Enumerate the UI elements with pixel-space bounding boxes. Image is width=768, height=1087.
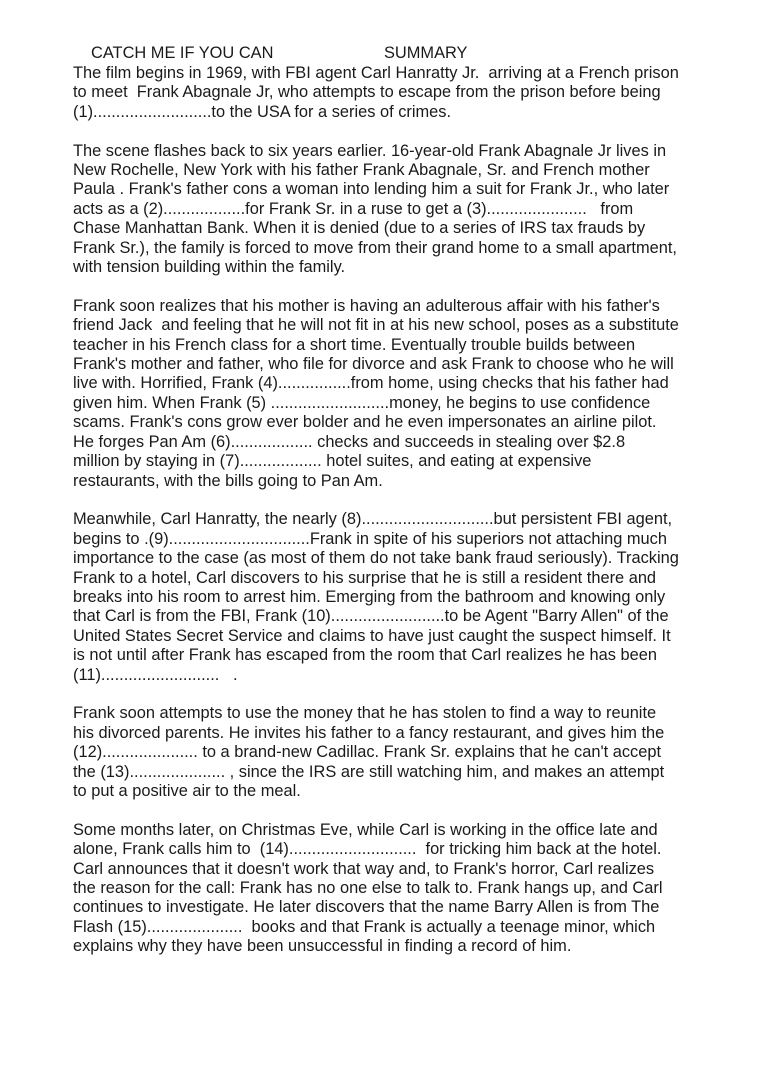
document-header (73, 42, 698, 64)
text-line: Chase Manhattan Bank. When it is denied (due to a series of IRS tax frauds by (73, 219, 646, 238)
text-line: The film begins in 1969, with FBI agent Carl Hanratty Jr. arriving at a French prison (73, 64, 679, 82)
text-line: Flash (15)..................... books and that Frank is actually a teenage minor, which (73, 917, 656, 936)
text-line: explains why they have been unsuccessful in finding a record of him. (73, 937, 572, 956)
text-line: restaurants, with the bills going to Pan Am. (73, 471, 383, 490)
paragraph (73, 821, 703, 957)
text-line: friend Jack and feeling that he will not fit in at his new school, poses as a substitute (73, 316, 679, 335)
text-line: teacher in his French class for a short time. Eventually trouble builds between (73, 335, 636, 354)
text-line: begins to .(9)...............................Frank in spite of his superiors not attaching much (73, 529, 667, 548)
text-line: acts as a (2)..................for Frank Sr. in a ruse to get a (3)...................... from (73, 199, 634, 218)
paragraph (73, 142, 703, 278)
paragraph (73, 704, 703, 801)
paragraph (73, 64, 703, 122)
text-line: to put a positive air to the meal. (73, 781, 301, 800)
text-line: given him. When Frank (5) ..........................money, he begins to use confidence (73, 393, 651, 412)
text-line: the reason for the call: Frank has no one else to talk to. Frank hangs up, and Carl (73, 878, 663, 897)
text-line: the (13)..................... , since the IRS are still watching him, and makes an attempt (73, 762, 665, 781)
text-line: United States Secret Service and claims to have just caught the suspect himself. It (73, 626, 671, 645)
text-line: Frank soon attempts to use the money that he has stolen to find a way to reunite (73, 704, 657, 723)
text-line: importance to the case (as most of them do not take bank fraud seriously). Tracking (73, 549, 679, 568)
text-line: Frank soon realizes that his mother is having an adulterous affair with his father's (73, 296, 660, 315)
text-line: Carl announces that it doesn't work that way and, to Frank's horror, Carl realizes (73, 859, 655, 878)
text-line: Frank to a hotel, Carl discovers to his surprise that he is still a resident there and (73, 568, 657, 587)
text-line: his divorced parents. He invites his father to a fancy restaurant, and gives him the (73, 723, 665, 742)
paragraph (73, 297, 703, 491)
text-line: He forges Pan Am (6).................. checks and succeeds in stealing over $2.8 (73, 432, 626, 451)
text-line: that Carl is from the FBI, Frank (10).........................to be Agent "Barry Allen" of the (73, 607, 669, 626)
text-line: The scene flashes back to six years earlier. 16-year-old Frank Abagnale Jr lives in (73, 141, 667, 160)
document-title: CATCH ME IF YOU CAN (91, 44, 274, 62)
text-line: breaks into his room to arrest him. Emerging from the bathroom and knowing only (73, 587, 666, 606)
document-body (73, 64, 698, 957)
text-line: with tension building within the family. (73, 258, 346, 277)
text-line: Meanwhile, Carl Hanratty, the nearly (8).............................but persistent FBI agent, (73, 510, 673, 529)
text-line: Frank Sr.), the family is forced to move from their grand home to a small apartment, (73, 238, 677, 257)
text-line: Some months later, on Christmas Eve, while Carl is working in the office late and (73, 820, 658, 839)
text-line: to meet Frank Abagnale Jr, who attempts to escape from the prison before being (73, 83, 661, 102)
text-line: scams. Frank's cons grow ever bolder and he even impersonates an airline pilot. (73, 413, 657, 432)
text-line: continues to investigate. He later discovers that the name Barry Allen is from The (73, 898, 660, 917)
text-line: Frank's mother and father, who file for divorce and ask Frank to choose who he will (73, 355, 674, 374)
paragraph (73, 510, 703, 685)
text-line: Paula . Frank's father cons a woman into lending him a suit for Frank Jr., who later (73, 180, 670, 199)
text-line: New Rochelle, New York with his father Frank Abagnale, Sr. and French mother (73, 161, 650, 180)
text-line: (12)..................... to a brand-new Cadillac. Frank Sr. explains that he can't accept (73, 743, 662, 762)
text-line: million by staying in (7).................. hotel suites, and eating at expensive (73, 452, 592, 471)
text-line: (11).......................... . (73, 665, 238, 684)
text-line: alone, Frank calls him to (14)............................ for tricking him back at the hotel. (73, 840, 662, 859)
text-line: live with. Horrified, Frank (4)................from home, using checks that his father had (73, 374, 669, 393)
text-line: (1)..........................to the USA for a series of crimes. (73, 102, 452, 121)
text-line: is not until after Frank has escaped from the room that Carl realizes he has been (73, 646, 657, 665)
section-heading: SUMMARY (384, 44, 468, 62)
